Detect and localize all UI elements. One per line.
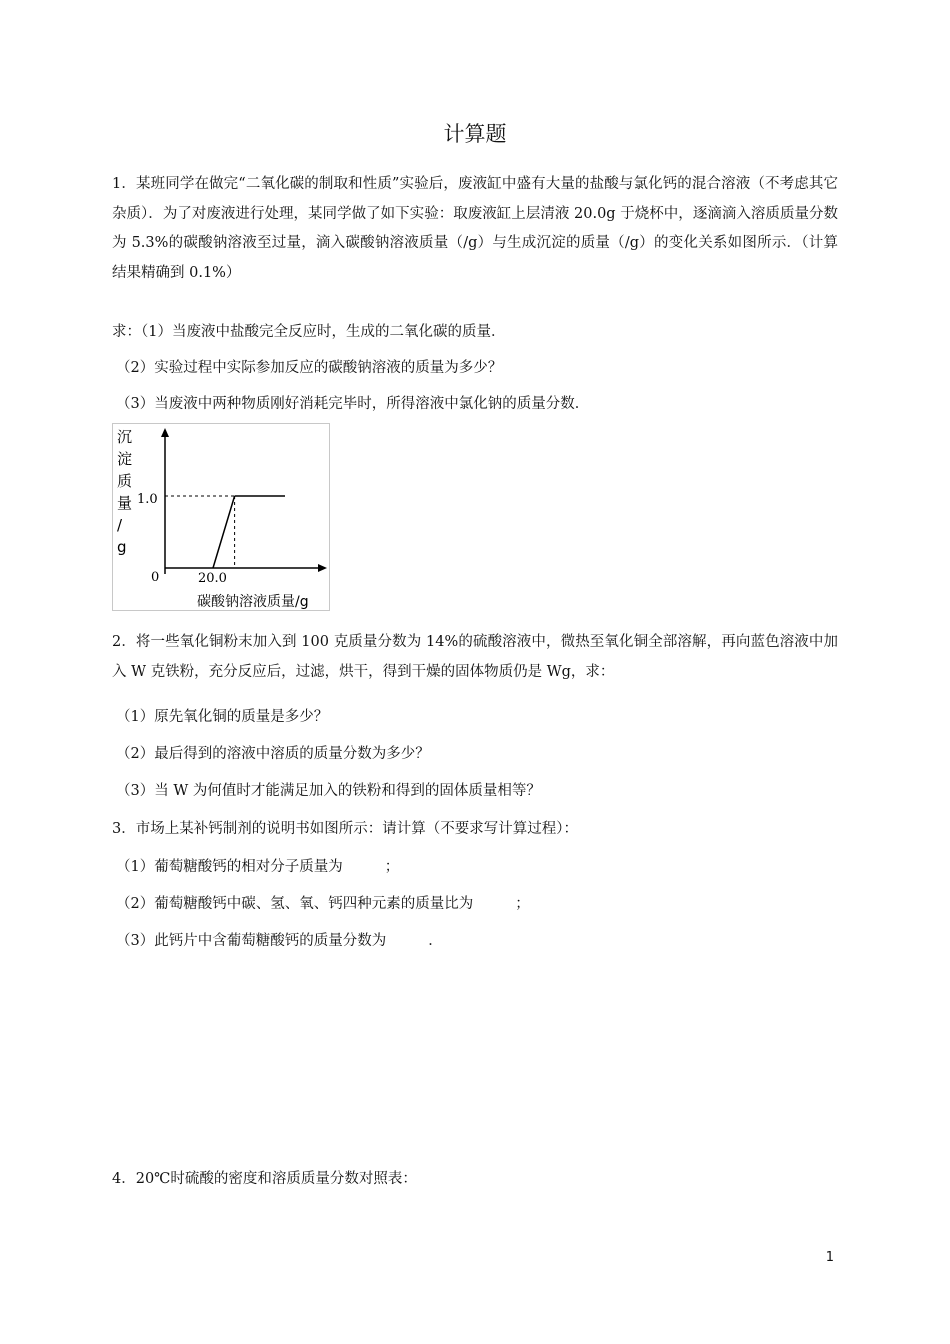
origin-label: 0 xyxy=(151,570,160,585)
question-1-sub-3: （3）当废液中两种物质刚好消耗完毕时，所得溶液中氯化钠的质量分数． xyxy=(116,396,590,412)
question-3-sub-2 xyxy=(116,894,530,914)
question-3-sub-2-end: ； xyxy=(515,896,530,912)
question-3-sub-1 xyxy=(116,857,399,877)
page-title: 计算题 xyxy=(443,122,507,146)
y-axis-label-char: / xyxy=(117,516,123,534)
question-2-text: 2．将一些氧化铜粉末加入到 100 克质量分数为 14%的硫酸溶液中，微热至氧化铜全部溶解，再向蓝色溶液中加入 W 克铁粉，充分反应后，过滤，烘干，得到干燥的固体物质仍是 Wg，求： xyxy=(112,634,838,680)
page-number: 1 xyxy=(825,1250,834,1265)
precipitate-chart xyxy=(112,423,330,611)
x-axis-arrow xyxy=(318,564,327,572)
question-1-sub-2: （2）实验过程中实际参加反应的碳酸钠溶液的质量为多少？ xyxy=(116,360,503,376)
y-tick-label: 1.0 xyxy=(137,492,158,507)
question-1-ask: 求：（1）当废液中盐酸完全反应时，生成的二氧化碳的质量． xyxy=(112,324,506,340)
question-3-sub-3-end: ． xyxy=(428,933,443,949)
question-2-sub-2: （2）最后得到的溶液中溶质的质量分数为多少？ xyxy=(116,746,430,762)
y-axis-label-char: 淀 xyxy=(117,450,133,468)
question-3-sub-1-text: （1）葡萄糖酸钙的相对分子质量为 xyxy=(116,859,343,875)
question-4-intro: 4．20℃时硫酸的密度和溶质质量分数对照表： xyxy=(112,1171,417,1187)
question-3-sub-1-end: ； xyxy=(384,859,400,875)
y-axis-label-char: 量 xyxy=(117,494,133,512)
question-3-intro: 3．市场上某补钙制剂的说明书如图所示：请计算（不要求写计算过程）： xyxy=(112,821,578,837)
question-3-sub-3 xyxy=(116,931,443,951)
series-segment xyxy=(213,496,235,568)
y-axis-label-char: 沉 xyxy=(117,428,133,446)
question-3-sub-2-text: （2）葡萄糖酸钙中碳、氢、氧、钙四种元素的质量比为 xyxy=(116,896,474,912)
y-axis-label xyxy=(117,428,132,556)
question-3-sub-3-text: （3）此钙片中含葡萄糖酸钙的质量分数为 xyxy=(116,933,387,949)
y-axis-label-char: 质 xyxy=(117,472,133,490)
x-tick-label: 20.0 xyxy=(198,571,227,586)
x-axis-label: 碳酸钠溶液质量/g xyxy=(197,594,309,610)
question-2-sub-3: （3）当 W 为何值时才能满足加入的铁粉和得到的固体质量相等？ xyxy=(116,783,541,799)
data-series xyxy=(213,496,285,568)
question-2-sub-1: （1）原先氧化铜的质量是多少？ xyxy=(116,709,329,725)
chart-canvas xyxy=(113,424,329,610)
y-axis-arrow xyxy=(161,428,169,437)
y-axis-label-char: g xyxy=(117,538,127,556)
question-1-text: 1．某班同学在做完“二氧化碳的制取和性质”实验后，废液缸中盛有大量的盐酸与氯化钙的混合溶液（不考虑其它杂质）．为了对废液进行处理，某同学做了如下实验：取废液缸上层清液 20.0g 于烧杯中，逐滴滴入溶质质量分数为 5.3%的碳酸钠溶液至过量，滴入碳酸钠溶液质量（/g）与生成沉淀的质量（/g）的变化关系如图所示．（计算结果精确到 0.1%） xyxy=(112,176,838,281)
